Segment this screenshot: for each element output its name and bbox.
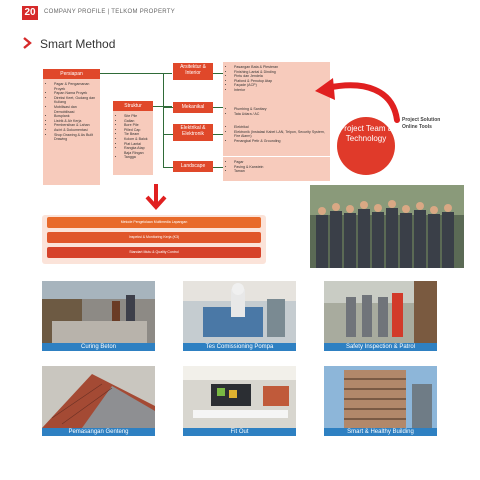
connector-line: [213, 167, 223, 168]
branch-title-elektrikal: Elektrikal & Elektronik: [173, 124, 213, 141]
list-item: • Paving & Kanstein: [234, 165, 327, 170]
section-title: Smart Method: [40, 37, 116, 51]
list-item: • Pintu dan Jendela: [234, 74, 327, 79]
photo-smart-healthy-building: [324, 366, 437, 428]
photo-caption: Curing Beton: [42, 343, 155, 351]
photo-caption: Smart & Healthy Building: [324, 428, 437, 436]
photo-curing-beton: [42, 281, 155, 343]
list-item: • Kolom & Balok: [124, 137, 150, 142]
team-photo: [310, 185, 464, 268]
list-item: • Plat Lantai: [124, 142, 150, 147]
photo-caption: Safety Inspection & Patrol: [324, 343, 437, 351]
list-item: • Tata Udara / AC: [234, 112, 327, 117]
list-item: • Pagar: [234, 160, 327, 165]
list-item: • Elektrikal: [234, 125, 327, 130]
connector-line: [100, 73, 172, 74]
list-item: • Pembersihan & Lahan: [54, 123, 97, 128]
persiapan-title: Persiapan: [43, 69, 100, 79]
solution-label: Project Solution Online Tools: [402, 117, 441, 130]
photo-safety-inspection: [324, 281, 437, 343]
photo-pemasangan-genteng: [42, 366, 155, 428]
team-label: Project Team & Technology: [338, 124, 394, 143]
band-inspeksi: Inspeksi & Monitoring Kerja (K3): [47, 232, 261, 243]
list-item: • Direksi Keet, Gudang dan Kuliang: [54, 96, 97, 105]
list-item: • Interior: [234, 88, 327, 93]
chevron-right-icon: [22, 37, 32, 49]
running-head: COMPANY PROFILE | TELKOM PROPERTY: [44, 9, 176, 15]
list-item: • Site Pile: [124, 114, 150, 119]
list-item: • As/nt & Dokumentasi: [54, 128, 97, 133]
list-item: • Galian: [124, 119, 150, 124]
struktur-title: Struktur: [113, 101, 153, 111]
branch-title-arsitektur: Arsitektur & Interior: [173, 63, 213, 80]
connector-line: [213, 134, 223, 135]
connector-line: [163, 134, 173, 135]
photo-caption: Pemasangan Genteng: [42, 428, 155, 436]
list-item: • Pagar & Pengamanan Proyek: [54, 82, 97, 91]
list-item: • Penangkal Petir & Grounding: [234, 139, 327, 144]
list-item: • Elektronik (Instalasi Kabel LAN, Telpon, Security System, Fire Alarm): [234, 130, 327, 139]
branch-title-landscape: Landscape: [173, 161, 213, 172]
list-item: • Plafond & Penutup Atap: [234, 79, 327, 84]
persiapan-list: [43, 79, 100, 185]
connector-line: [213, 73, 223, 74]
band-standart: Standart Mutu & Quality Control: [47, 247, 261, 258]
list-item: • Bore Pile: [124, 123, 150, 128]
connector-line: [163, 107, 173, 108]
down-arrow-icon: [144, 182, 168, 212]
photo-caption: Fit Out: [183, 428, 296, 436]
connector-line: [163, 167, 173, 168]
connector-line: [213, 107, 223, 108]
list-item: • Pilled Cap: [124, 128, 150, 133]
list-item: • Façade (ACP): [234, 83, 327, 88]
list-item: • Taman: [234, 169, 327, 174]
photo-tes-comissioning: [183, 281, 296, 343]
branch-title-mekanikal: Mekanikal: [173, 102, 213, 113]
photo-caption: Tes Comissioning Pompa: [183, 343, 296, 351]
page-number: 20: [22, 6, 38, 20]
band-metode: Metode Pengelolaan Multimedia Lapangan: [47, 217, 261, 228]
list-item: • Tie Beam: [124, 132, 150, 137]
list-item: • Rangka Atap Baja Ringan: [124, 146, 150, 155]
struktur-list: [113, 111, 153, 175]
list-item: • Plumbing & Sanitary: [234, 107, 327, 112]
list-item: • Shop Drawing & As Built Drawing: [54, 133, 97, 142]
list-item: • Tangga: [124, 155, 150, 160]
branch-list-landscape: [223, 157, 330, 181]
photo-fit-out: [183, 366, 296, 428]
connector-line: [163, 73, 164, 167]
list-item: • Bowplank: [54, 114, 97, 119]
list-item: • Finishing Lantai & Dinding: [234, 70, 327, 75]
list-item: • Pasangan Bata & Plesteran: [234, 65, 327, 70]
list-item: • Listrik & Air Kerja: [54, 119, 97, 124]
list-item: • Mobilisasi dan Demobilisasi: [54, 105, 97, 114]
list-item: • Papan Nama Proyek: [54, 91, 97, 96]
